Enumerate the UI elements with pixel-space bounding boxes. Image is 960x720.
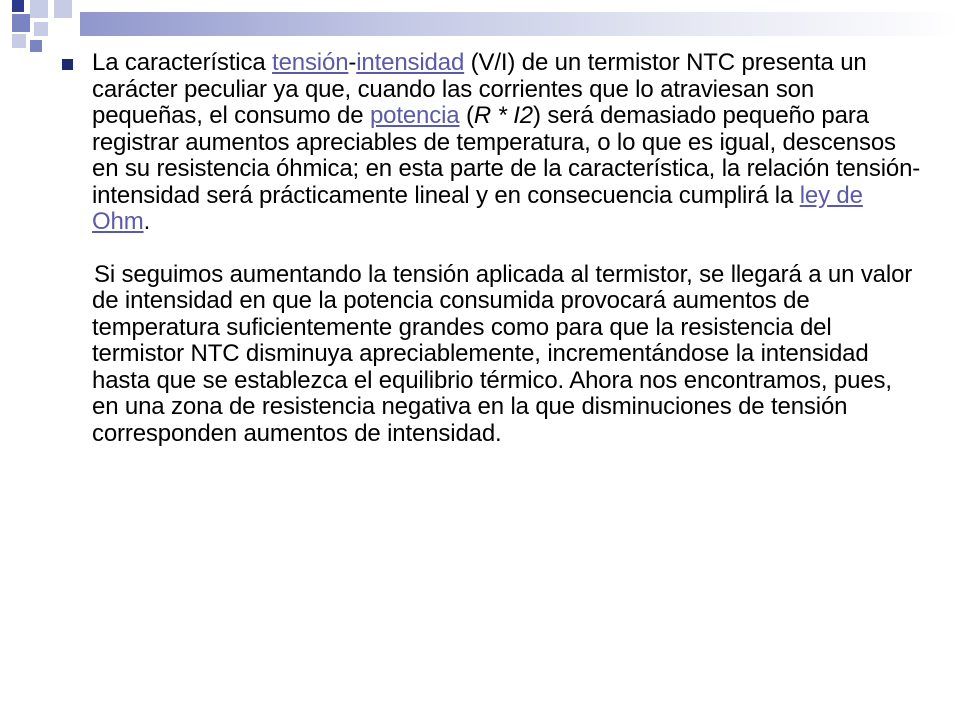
- deco-square: [12, 0, 24, 12]
- bullet-square-icon: [62, 59, 73, 70]
- formula: R * I2: [473, 102, 533, 129]
- deco-square: [30, 0, 48, 18]
- deco-square: [54, 0, 72, 18]
- deco-square: [12, 14, 30, 32]
- paragraph-text: Si seguimos aumentando la tensión aplicada al termistor, se llegará a un valor de intensidad en que la potencia consumida provocará aumentos de temperatura suficientemente grandes como para que la resistencia del termistor NTC disminuya apreciablemente, incrementándose la intensidad hasta que se establezca el equilibrio térmico. Ahora nos encontramos, pues, en una zona de resistencia negativa en la que disminuciones de tensión corresponden aumentos de intensidad.: [92, 260, 913, 447]
- deco-square: [0, 0, 12, 12]
- text-run: La característica: [92, 49, 273, 76]
- deco-square: [12, 34, 26, 48]
- header-gradient-bar: [80, 12, 960, 36]
- slide-content: [62, 50, 922, 447]
- link-ley-de-ohm[interactable]: ley de Ohm: [92, 181, 863, 235]
- deco-square: [34, 22, 48, 36]
- text-run: (V/I) de un termistor NTC presenta un carácter peculiar ya que, cuando las corrientes que lo atraviesan son pequeñas, el consumo de: [92, 49, 867, 129]
- link-potencia[interactable]: potencia: [369, 102, 460, 129]
- bullet-paragraph: [62, 50, 922, 236]
- link-tension[interactable]: tensión: [272, 49, 349, 76]
- text-run: -: [348, 49, 357, 76]
- text-run: .: [143, 208, 151, 235]
- link-intensidad[interactable]: intensidad: [356, 49, 465, 76]
- text-run: (: [459, 102, 474, 129]
- second-paragraph: [62, 262, 922, 448]
- deco-square: [30, 40, 42, 52]
- text-run: ) será demasiado pequeño para registrar aumentos apreciables de temperatura, o lo que es igual, descensos en su resistencia óhmica; en esta parte de la característica, la relación tensión-intensidad será prácticamente lineal y en consecuencia cumplirá la: [92, 102, 921, 209]
